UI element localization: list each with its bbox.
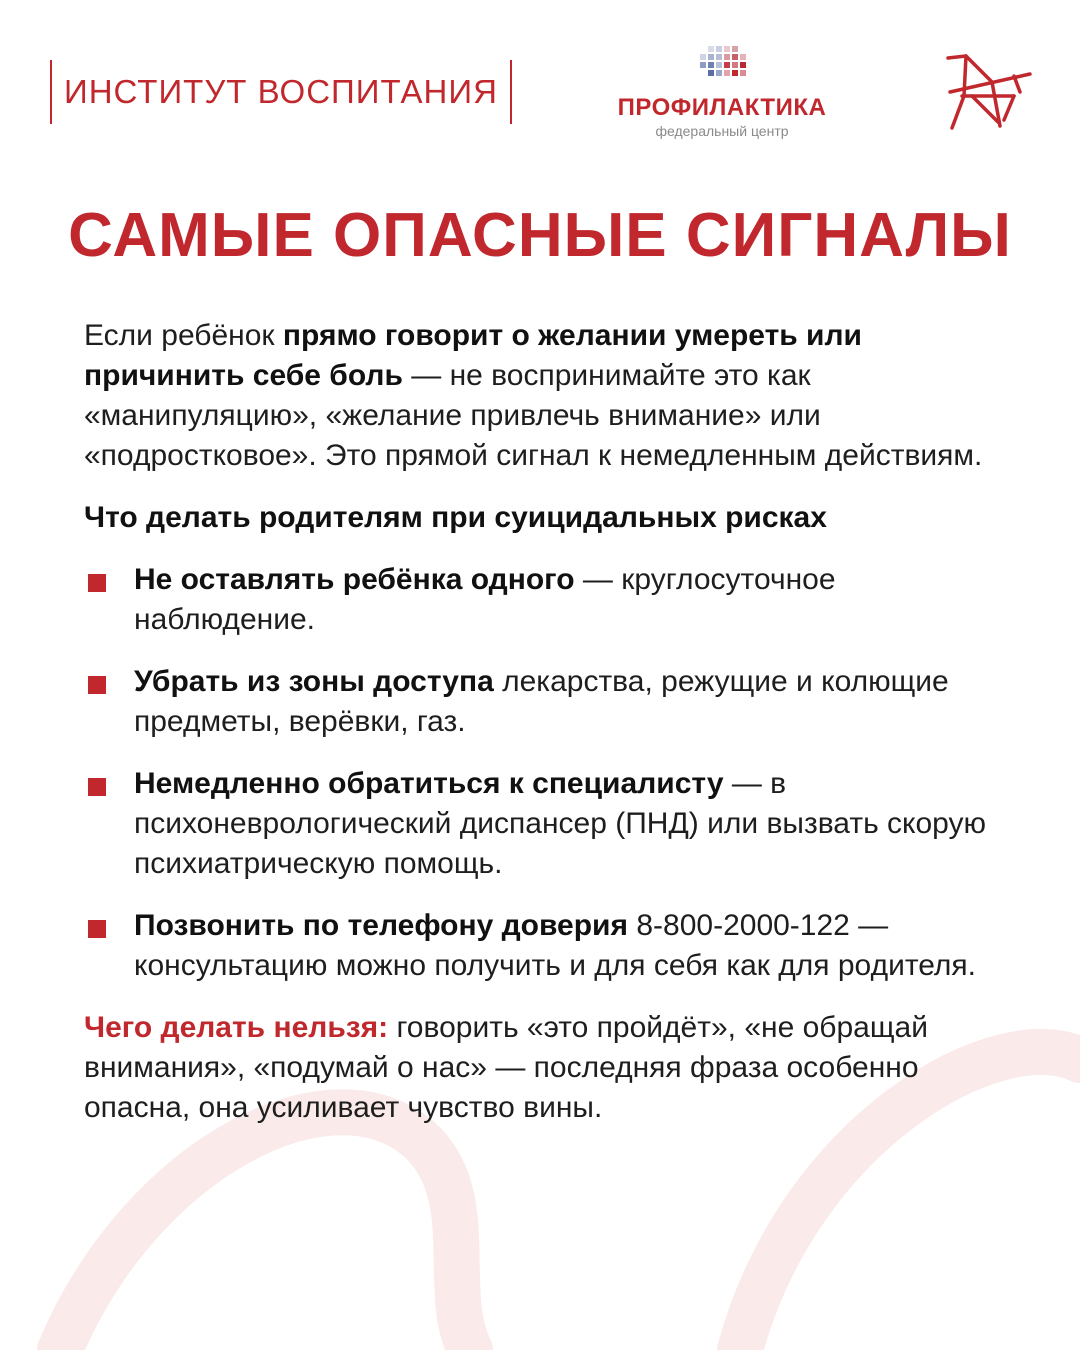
square-bullet-icon [88,920,106,938]
list-item-bold: Убрать из зоны доступа [134,665,494,698]
list-item [84,764,1024,884]
list-item-text: 8-800-2000-122 — консультацию можно получить и для себя как для родителя. [134,909,977,982]
advice-list [84,560,1024,986]
list-item-text: — в психоневрологический диспансер (ПНД) или вызвать скорую психиатрическую помощь. [134,767,987,880]
institute-logo [50,60,512,124]
square-bullet-icon [88,676,106,694]
warning-text: говорить «это пройдёт», «не обращай внимания», «подумай о нас» — последняя фраза особенно опасна, она усиливает чувство вины. [84,1011,928,1124]
section-heading: Что делать родителям при суицидальных рисках [84,501,827,534]
warning-paragraph [84,1008,1024,1128]
list-item-text: лекарства, режущие и колющие предметы, верёвки, газ. [134,665,949,738]
list-item [84,906,1024,986]
list-item-bold: Позвонить по телефону доверия [134,909,629,942]
square-bullet-icon [88,574,106,592]
list-item-text: — круглосуточное наблюдение. [134,563,836,636]
institute-name: ИНСТИТУТ ВОСПИТАНИЯ [64,73,498,110]
square-bullet-icon [88,778,106,796]
main-content [84,316,1024,1128]
list-item [84,560,1024,640]
intro-bold: прямо говорит о желании умереть или причинить себе боль [84,319,862,392]
mosaic-logo-icon [696,46,756,82]
warning-label: Чего делать нельзя: [84,1011,389,1044]
list-item-bold: Немедленно обратиться к специалисту [134,767,724,800]
intro-text-2: — не воспринимайте это как «манипуляцию», «желание привлечь внимание» или «подростковое». Это прямой сигнал к немедленным действиям. [84,359,983,472]
intro-paragraph [84,316,1024,476]
profilaktika-logo [612,46,832,142]
profilaktika-subtitle: федеральный центр [655,123,789,139]
intro-text-1: Если ребёнок [84,319,283,352]
list-item-bold: Не оставлять ребёнка одного [134,563,575,596]
list-item [84,662,1024,742]
chair-logo-icon [942,52,1034,132]
profilaktika-name: ПРОФИЛАКТИКА [617,94,827,121]
page-title: САМЫЕ ОПАСНЫЕ СИГНАЛЫ [68,201,1012,270]
